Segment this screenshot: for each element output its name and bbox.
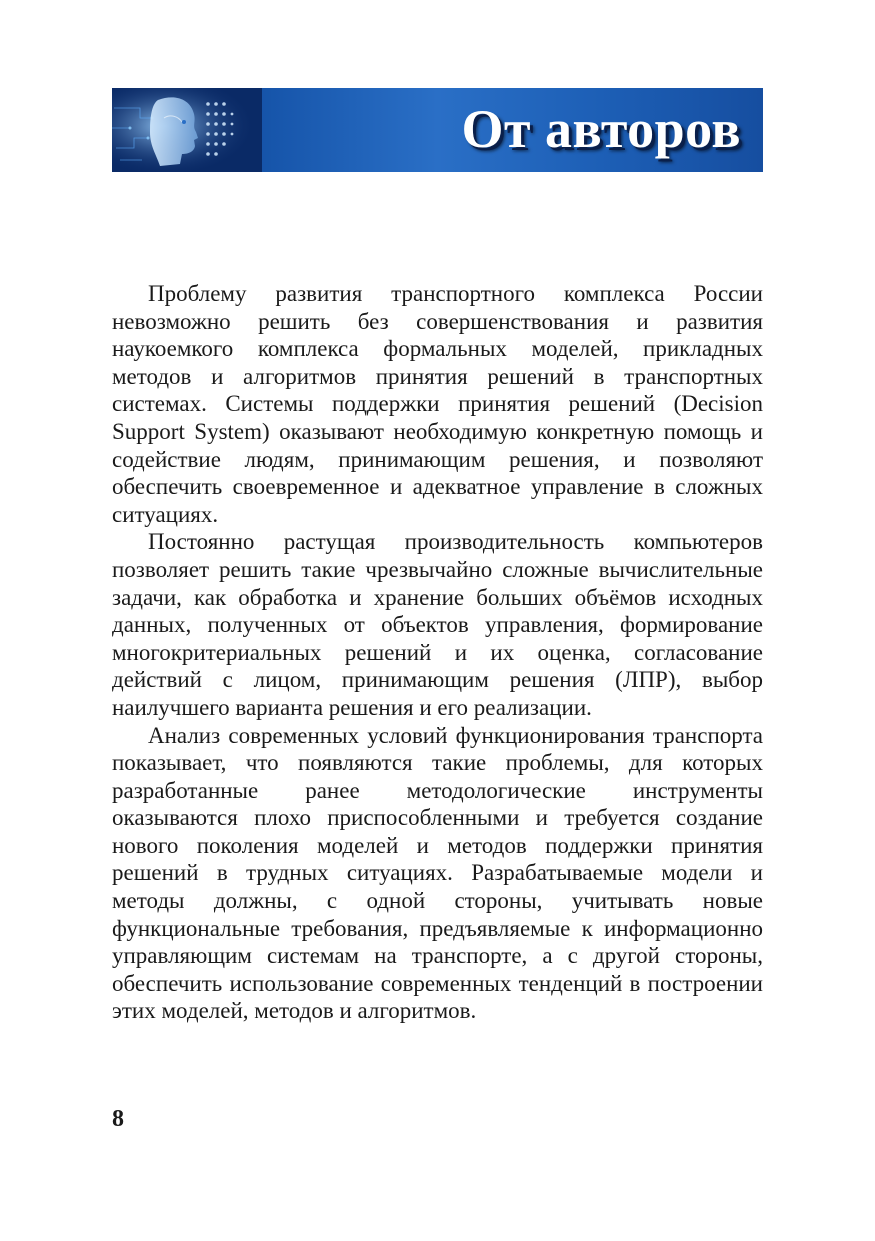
paragraph: Проблему развития транспортного комплекса России невозможно решить без совершенствования и развития наукоемкого комплекса формальных моделей, прикладных методов и алгоритмов принятия решений в транспортных системах. Системы поддержки принятия решений (Decision Support System) оказывают необходимую конкретную помощь и содействие людям, принимающим решения, и позволяют обеспечить своевременное и адекватное управление в сложных ситуациях. (112, 281, 763, 527)
page-title: От авторов (461, 99, 741, 159)
ai-head-illustration (112, 88, 262, 172)
paragraph: Постоянно растущая производительность компьютеров позволяет решить такие чрезвычайно сложные вычислительные задачи, как обработка и хранение больших объёмов исходных данных, полученных от объектов управления, формирование многокритериальных решений и их оценка, согласование действий с лицом, принимающим решения (ЛПР), выбор наилучшего варианта решения и его реализации. (112, 529, 763, 720)
paragraph: Анализ современных условий функционирования транспорта показывает, что появляются такие проблемы, для которых разработанные ранее методологические инструменты оказываются плохо приспособленными и требуется создание нового поколения моделей и методов поддержки принятия решений в трудных ситуациях. Разрабатываемые модели и методы должны, с одной стороны, учитывать новые функциональные требования, предъявляемые к информационно управляющим системам на транспорте, а с другой стороны, обеспечить использование современных тенденций в построении этих моделей, методов и алгоритмов. (112, 722, 763, 1024)
header-banner (112, 88, 763, 172)
page-number: 8 (112, 1106, 124, 1132)
body-text (112, 280, 763, 1025)
